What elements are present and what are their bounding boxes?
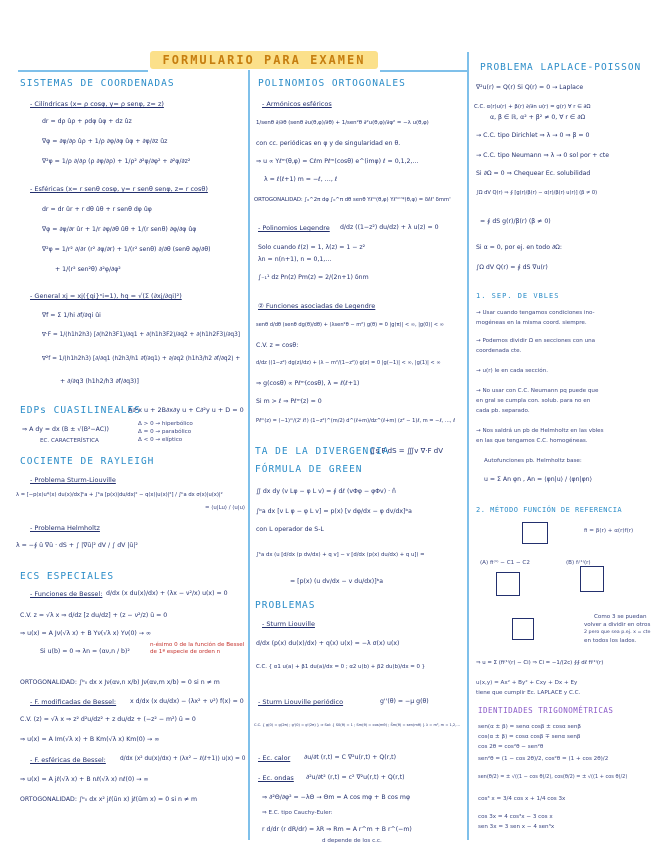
laplace-solvability: Si ∂Ω = 0 ⇒ Chequear Ec. solubilidad bbox=[476, 170, 591, 177]
spherical-laplacian: ∇²φ = 1/r² ∂/∂r (r² ∂φ/∂r) + 1/(r² senθ) ∂/∂θ (senθ ∂φ/∂θ) bbox=[42, 246, 211, 253]
laplace-bc-conditions: α, β ∈ ℝ, α² + β² ≠ 0, ∀ r ∈ ∂Ω bbox=[490, 114, 586, 121]
spherical-harmonics-lambda: λ = ℓ(ℓ+1) m = −ℓ, …, ℓ bbox=[264, 176, 338, 183]
heading-trig-identities: IDENTIDADES TRIGONOMÉTRICAS bbox=[478, 706, 614, 715]
ref-note-1: Como 3 se puedan bbox=[594, 614, 647, 620]
sturm-liouville-bc: C.C. { α1 u(a) + β1 du(a)/dx = 0 ; α2 u(b) + β2 du(b)/dx = 0 } bbox=[256, 664, 426, 670]
associated-legendre-solution: ⇒ g(cosθ) ∝ Pℓᵐ(cosθ), λ = ℓ(ℓ+1) bbox=[256, 380, 360, 387]
associated-legendre-zero: Si m > ℓ ⇒ Pℓᵐ(z) = 0 bbox=[256, 398, 322, 405]
associated-legendre-heading: ② Funciones asociadas de Legendre bbox=[258, 302, 376, 310]
green-1d: ∫ᵇa dx [v L φ − φ L v] = p(x) [v dφ/dx − φ dv/dx]ᵇa bbox=[256, 508, 412, 515]
rayleigh-sl-heading: - Problema Sturm-Liouville bbox=[30, 476, 116, 484]
heading-coordinate-systems: SISTEMAS DE COORDENADAS bbox=[20, 78, 175, 89]
sev-line-6: → No usar con C.C. Neumann pq puede que bbox=[476, 388, 599, 394]
cylindrical-gradient: ∇φ = ∂φ/∂ρ ûρ + 1/ρ ∂φ/∂φ ûφ + ∂φ/∂z ûz bbox=[42, 138, 168, 145]
ref-note-2: volver a dividir en otros bbox=[584, 622, 651, 628]
green-expanded-result: = [p(x) (u dv/dx − v du/dx)]ᵇa bbox=[290, 578, 384, 585]
spherical-harmonics-bc: con cc. periódicas en φ y de singularidad en θ. bbox=[256, 140, 401, 147]
wave-depends-note: d depende de los c.c. bbox=[322, 838, 382, 844]
heat-equation-heading: - Ec. calor bbox=[258, 754, 291, 762]
sev-line-3: → Podemos dividir Ω en secciones con una bbox=[476, 338, 596, 344]
edp-case-parabolic: Δ = 0 → parabólico bbox=[138, 429, 192, 435]
bessel-equation: d/dx (x du(x)/dx) + (λx − ν²/x) u(x) = 0 bbox=[106, 590, 228, 597]
spherical-harmonics-orthogonality: ORTOGONALIDAD: ∫₀^2π dφ ∫₀^π dθ senθ Yℓᵐ(θ,φ) Yℓ'ᵐ'*(θ,φ) = δℓℓ' δmm' bbox=[254, 197, 451, 203]
associated-legendre-equation: senθ d/dθ (senθ dg(θ)/dθ) + (λsen²θ − m²) g(θ) = 0 |g(π)| < ∞, |g(0)| < ∞ bbox=[256, 322, 444, 328]
wave-equation-heading: - Ec. ondas bbox=[258, 774, 294, 782]
ref-polynomial-note: tiene que cumplir Ec. LAPLACE y C.C. bbox=[476, 690, 581, 696]
spherical-bessel-solution: ⇒ u(x) = A jℓ(√λ x) + B nℓ(√λ x) nℓ(0) → ∞ bbox=[20, 776, 149, 783]
trig-double-cos: cos 2θ = cos²θ − sen²θ bbox=[478, 744, 544, 750]
bessel-eigenvalues: Si u(b) = 0 ⇒ λn = (αν,n / b)² bbox=[40, 648, 130, 655]
bessel-orthogonality: ORTOGONALIDAD: ∫ᵇ₀ dx x Jν(αν,n x/b) Jν(αν,m x/b) = 0 si n ≠ m bbox=[20, 679, 220, 686]
trig-half-angle: sen(θ/2) = ± √((1 − cos θ)/2), cos(θ/2) = ± √((1 + cos θ)/2) bbox=[478, 774, 628, 780]
laplace-bc: C.C. α(r)u(r) + β(r) ∂/∂n u(r) = g(r) ∀ r ∈ ∂Ω bbox=[474, 104, 591, 110]
wave-radial: r d/dr (r dR/dr) = λR ⇒ Rm = A r^m + B r^(−m) bbox=[262, 826, 412, 833]
page-title: FORMULARIO PARA EXAMEN bbox=[162, 53, 366, 67]
column-divider-2 bbox=[467, 52, 469, 840]
edp-characteristic: ⇒ A dy = dx (B ± √(B²−AC)) bbox=[22, 426, 109, 433]
spherical-bessel-equation: d/dx (x² du(x)/dx) + (λx² − ℓ(ℓ+1)) u(x) = 0 bbox=[120, 756, 246, 762]
sev-expansion: u = Σ An φn , An = ⟨φn|u⟩ / ⟨φn|φn⟩ bbox=[484, 476, 592, 483]
heading-reference-function: 2. MÉTODO FUNCIÓN DE REFERENCIA bbox=[476, 506, 623, 514]
bessel-heading: - Funciones de Bessel: bbox=[30, 590, 103, 598]
trig-sin-triple: sen 3x = 3 sen x − 4 sen³x bbox=[478, 824, 555, 830]
general-laplacian: ∇²f = 1/(h1h2h3) [∂/∂q1 (h2h3/h1 ∂f/∂q1) + ∂/∂q2 (h1h3/h2 ∂f/∂q2) + bbox=[42, 356, 241, 362]
sev-line-4: coordenada cte. bbox=[476, 348, 522, 354]
general-gradient: ∇f = Σ 1/hi ∂f/∂qi ûi bbox=[42, 312, 101, 319]
spherical-gradient: ∇φ = ∂φ/∂r ûr + 1/r ∂φ/∂θ ûθ + 1/(r senθ) ∂φ/∂φ ûφ bbox=[42, 226, 197, 233]
legendre-eigenvalues: λn = n(n+1), n = 0,1,… bbox=[258, 256, 332, 263]
divergence-theorem-equation: ∬s F·dS = ∭v ∇·F dV bbox=[370, 447, 444, 455]
ref-box-a bbox=[496, 572, 520, 596]
edp-case-elliptic: Δ < 0 → elíptico bbox=[138, 437, 183, 443]
modified-bessel-change-variable: C.V. (z) = √λ x ⇒ z² d²u/dz² + z du/dz + (−z² − m²) ū = 0 bbox=[20, 716, 196, 723]
green-expanded: ∫ᵇa dx (u [d/dx (p dv/dx) + q v] − v [d/dx (p(x) du/dx) + q u]) = bbox=[256, 552, 425, 558]
sev-line-9: → Nos saldrá un pb de Helmholtz en las vbles bbox=[476, 428, 604, 434]
sev-line-2: mogéneas en la misma coord. siempre. bbox=[476, 320, 587, 326]
laplace-neumann: → C.C. tipo Neumann ⇒ λ → 0 sol por + cte bbox=[476, 152, 610, 159]
edp-case-hyperbolic: Δ > 0 → hiperbólico bbox=[138, 421, 193, 427]
associated-legendre-rodrigues: Pℓᵐ(z) = (−1)ᵐ/(2ˡ ℓ!) (1−z²)^(m/2) d^(ℓ+m)/dz^(ℓ+m) (z² − 1)ℓ, m = −ℓ, …, ℓ bbox=[256, 418, 456, 424]
laplace-dirichlet: → C.C. tipo Dirichlet ⇒ λ → 0 ⇒ β = 0 bbox=[476, 132, 590, 139]
ref-case-b: (B) fᵢ⁽¹⁾(r) bbox=[566, 560, 591, 566]
cylindrical-laplacian: ∇²φ = 1/ρ ∂/∂ρ (ρ ∂φ/∂ρ) + 1/ρ² ∂²φ/∂φ² + ∂²φ/∂z² bbox=[42, 158, 191, 165]
trig-sum-cos: cos(α ± β) = cosα cosβ ∓ senα senβ bbox=[478, 734, 581, 740]
ref-note-4: en todos los lados. bbox=[584, 638, 637, 644]
sturm-liouville-equation: d/dx (p(x) du(x)/dx) + q(x) u(x) = −λ σ(x) u(x) bbox=[256, 640, 400, 647]
periodic-sl-heading: - Sturm Liouville periódico bbox=[258, 698, 344, 706]
laplace-alpha-zero-integral: ∫Ω dV Q(r) = ∮ dS ∇u(r) bbox=[476, 264, 548, 271]
wave-angular: ⇒ ∂²Θ/∂φ² = −λΘ → Θm = A cos mφ + B cos mφ bbox=[262, 794, 411, 801]
associated-legendre-cv: C.V. z = cosθ: bbox=[256, 342, 299, 349]
wave-equation: ∂²u/∂t² (r,t) = c² ∇²u(r,t) + Q(r,t) bbox=[306, 774, 405, 781]
heading-orthogonal-polynomials: POLINOMIOS ORTOGONALES bbox=[258, 78, 406, 89]
rayleigh-sl-short: = ⟨u|Lu⟩ / ⟨u|u⟩ bbox=[205, 505, 246, 511]
periodic-sl-equation: g''(θ) = −μ g(θ) bbox=[380, 698, 429, 705]
heading-problems: PROBLEMAS bbox=[255, 600, 316, 611]
legendre-heading: - Polinomios Legendre bbox=[258, 224, 330, 232]
bessel-zero-note: n-ésimo 0 de la función de Bessel de 1ª especie de orden n bbox=[150, 642, 245, 655]
green-operator-note: con L operador de S-L bbox=[256, 526, 324, 533]
spherical-harmonics-heading: - Armónicos esféricos bbox=[262, 100, 332, 108]
rayleigh-helmholtz-quotient: λ = −∮ ū ∇ū · dS + ∫ |∇ū|² dV / ∫ dV |ū|² bbox=[16, 542, 138, 549]
general-divergence: ∇·F = 1/(h1h2h3) [∂(h2h3F1)/∂q1 + ∂(h1h3F2)/∂q2 + ∂(h1h2F3)/∂q3] bbox=[42, 332, 241, 338]
ref-case-a: (A) fi⁽¹⁾ − C1 − C2 bbox=[480, 560, 530, 566]
legendre-condition: Solo cuando ℓ(z) = 1, λ(z) = 1 − z² bbox=[258, 244, 366, 251]
rayleigh-helmholtz-heading: - Problema Helmholtz bbox=[30, 524, 100, 532]
sev-line-1: → Usar cuando tengamos condiciones ino- bbox=[476, 310, 595, 316]
trig-squares: sen²θ = (1 − cos 2θ)/2, cos²θ = (1 + cos 2θ)/2 bbox=[478, 756, 609, 762]
sev-line-8: cada pb. separado. bbox=[476, 408, 530, 414]
laplace-solvability-boundary: = ∮ dS g(r)/β(r) (β ≠ 0) bbox=[480, 218, 551, 225]
ref-box-b-top bbox=[580, 566, 604, 592]
sev-helmholtz-base: Autofunciones pb. Helmholtz base: bbox=[484, 458, 582, 464]
laplace-solvability-integral: ∫Ω dV Q(r) ⇒ ∮ [g(r)/β(r) − α(r)/β(r) u(r)] (β ≠ 0) bbox=[476, 190, 598, 196]
legendre-equation: d/dz ((1−z²) du/dz) + λ u(z) = 0 bbox=[340, 224, 439, 231]
general-laplacian-cont: + ∂/∂q3 (h1h2/h3 ∂f/∂q3)] bbox=[60, 378, 139, 385]
cylindrical-heading: - Cilíndricas (x= ρ cosφ, y= ρ senφ, z= z) bbox=[30, 100, 164, 108]
modified-bessel-solution: ⇒ u(x) = A Im(√λ x) + B Km(√λ x) Km(0) → ∞ bbox=[20, 736, 160, 743]
wave-cauchy-euler: ⇒ E.C. tipo Cauchy-Euler: bbox=[262, 810, 333, 816]
header-rule-right bbox=[380, 70, 468, 72]
heading-edps: EDPs CUASILINEALES bbox=[20, 405, 141, 416]
bessel-solution: ⇒ u(x) = A Jν(√λ x) + B Yν(√λ x) Yν(0) → ∞ bbox=[20, 630, 152, 637]
heading-green-formula: FÓRMULA DE GREEN bbox=[255, 464, 363, 475]
heading-separation-variables: 1. SEP. DE VBLES bbox=[476, 292, 560, 300]
ref-top-box bbox=[522, 522, 548, 544]
spherical-bessel-heading: - F. esféricas de Bessel: bbox=[30, 756, 106, 764]
general-heading: - General xj = xj({qi}ⁿi=1), hq = √(Σ (∂xj/∂qi)²) bbox=[30, 292, 182, 300]
heat-equation: ∂u/∂t (r,t) = C ∇²u(r,t) + Q(r,t) bbox=[304, 754, 397, 761]
sturm-liouville-heading: - Sturm Liouville bbox=[262, 620, 315, 628]
associated-legendre-z-equation: d/dz ((1−z²) dg(z)/dz) + (λ − m²/(1−z²)) g(z) = 0 |g(−1)| < ∞, |g(1)| < ∞ bbox=[256, 360, 441, 366]
column-divider-1 bbox=[248, 70, 250, 840]
spherical-bessel-orthogonality: ORTOGONALIDAD: ∫ᵇ₀ dx x² jℓ(ūn x) jℓ(ūm x) = 0 si n ≠ m bbox=[20, 796, 198, 803]
sev-line-5: → u(r) le en cada sección. bbox=[476, 368, 549, 374]
spherical-laplacian-cont: + 1/(r² sen²θ) ∂²φ/∂φ² bbox=[55, 266, 121, 273]
ref-note-3: 2 pero que sea p.ej. x = cte bbox=[584, 630, 651, 635]
legendre-orthogonality: ∫₋₁¹ dz Pn(z) Pm(z) = 2/(2n+1) δnm bbox=[258, 274, 369, 281]
trig-sum-sin: sen(α ± β) = senα cosβ ± cosα senβ bbox=[478, 724, 581, 730]
rayleigh-sl-quotient: λ = [−p(x)u*(x) du(x)/dx]ᵇa + ∫ᵇa [p(x)|du/dx|² − q(x)|u(x)|²] / ∫ᵇa dx σ(x)|u(x)|² bbox=[16, 492, 223, 498]
sev-line-10: en las que tengamos C.C. homogéneas. bbox=[476, 438, 588, 444]
modified-bessel-heading: - F. modificadas de Bessel: bbox=[30, 698, 117, 706]
edp-equation: A∂²x u + 2B∂x∂y u + C∂²y u + D = 0 bbox=[128, 406, 244, 414]
bessel-change-variable: C.V. z = √λ x ⇒ d/dz [z du/dz] + (z − ν²/z) ū = 0 bbox=[20, 612, 168, 619]
ref-definition: fi = β(r) + α(r)f(r) bbox=[584, 528, 634, 534]
heading-divergence-theorem: TA DE LA DIVERGENCIA bbox=[255, 446, 390, 457]
laplace-equation: ∇²u(r) = Q(r) Si Q(r) = 0 → Laplace bbox=[476, 84, 584, 91]
ref-sum: ⇒ u = Σ (fi⁽¹⁾(r) − Ci) ⇒ Ci = −1/(2c) ∮∮ dℓ fi⁽¹⁾(r) bbox=[476, 660, 604, 666]
header-rule-left bbox=[18, 70, 148, 72]
heading-laplace-poisson: PROBLEMA LAPLACE-POISSON bbox=[480, 62, 642, 73]
spherical-heading: - Esféricas (x= r senθ cosφ, y= r senθ senφ, z= r cosθ) bbox=[30, 185, 208, 193]
trig-cos-cubed: cos³ x = 3/4 cos x + 1/4 cos 3x bbox=[478, 796, 566, 802]
heading-special-eqs: ECS ESPECIALES bbox=[20, 571, 115, 582]
edp-characteristic-label: EC. CARACTERÍSTICA bbox=[40, 438, 99, 444]
laplace-alpha-zero: Si α = 0, por ej. en todo ∂Ω: bbox=[476, 244, 562, 251]
periodic-sl-solution: C.C. { g(0) = g(2π) ; g'(0) = g'(2π) } ⇒ Sol: { S0(θ) = 1 ; Sm(θ) = cos(mθ) ; S̄m(θ) = sen(mθ) } λ = m², m = 1,2,… bbox=[254, 723, 460, 727]
ref-polynomial: u(x,y) = Ax² + By² + Cxy + Dx + Ey bbox=[476, 680, 578, 686]
sev-line-7: en gral se cumpla con. solub. para no en bbox=[476, 398, 591, 404]
spherical-harmonics-equation: 1/senθ ∂/∂θ (senθ ∂u(θ,φ)/∂θ) + 1/sen²θ ∂²u(θ,φ)/∂φ² = −λ u(θ,φ) bbox=[256, 120, 429, 126]
spherical-dr: dr = dr ûr + r dθ ûθ + r senθ dφ ûφ bbox=[42, 206, 152, 213]
spherical-harmonics-solution: ⇒ u ∝ Yℓᵐ(θ,φ) = Cℓm Pℓᵐ(cosθ) e^(imφ) ℓ = 0,1,2,… bbox=[256, 158, 419, 165]
cylindrical-dr: dr = dρ ûρ + ρdφ ûφ + dz ûz bbox=[42, 118, 132, 125]
trig-cos-triple: cos 3x = 4 cos³x − 3 cos x bbox=[478, 814, 553, 820]
green-2d: ∬ dx dy (v Lφ − φ L v) = ∮ dℓ (vΦφ − φΦv) · n̂ bbox=[256, 488, 396, 495]
ref-box-b bbox=[512, 618, 534, 640]
heading-rayleigh: COCIENTE DE RAYLEIGH bbox=[20, 456, 155, 467]
modified-bessel-equation: x d/dx (x du/dx) − (λx² + ν²) f(x) = 0 bbox=[130, 698, 244, 705]
